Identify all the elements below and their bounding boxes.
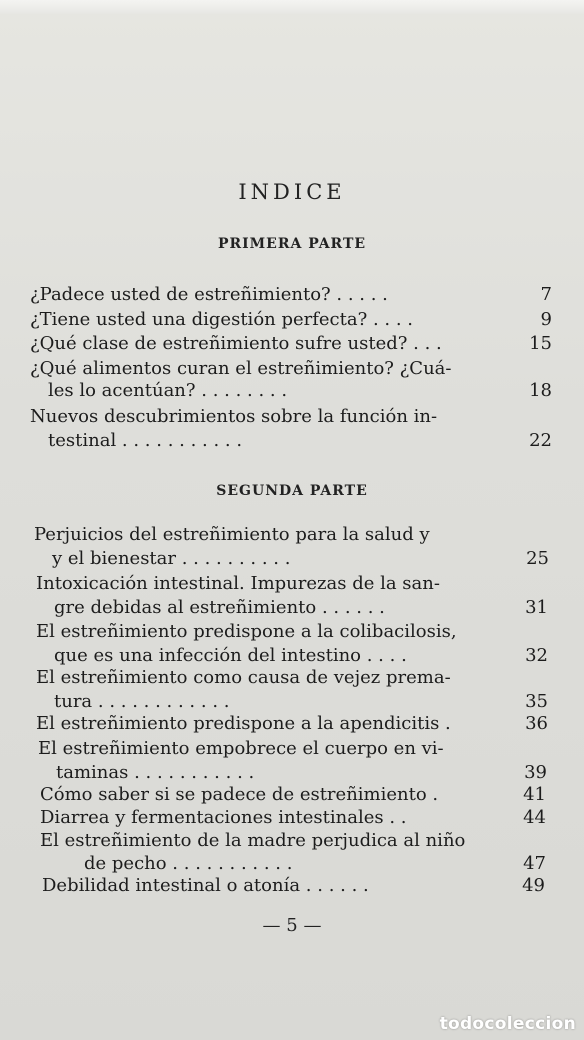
toc-page-number: 25 xyxy=(526,548,549,569)
toc-page-number: 41 xyxy=(523,784,546,805)
toc-entry xyxy=(0,523,584,569)
toc-entry-text-continued: gre debidas al estreñimiento . . . . . . xyxy=(54,597,385,618)
toc-entry-text-continued: taminas . . . . . . . . . . . xyxy=(56,762,255,783)
toc-entry-text: Nuevos descubrimientos sobre la función in- xyxy=(30,406,438,427)
toc-entry-text-continued: que es una infección del intestino . . . . xyxy=(54,645,407,666)
toc-entry-text-continued: de pecho . . . . . . . . . . . xyxy=(84,853,293,874)
toc-entry-text: ¿Qué alimentos curan el estreñimiento? ¿Cuá- xyxy=(30,358,452,379)
toc-entry-text: El estreñimiento como causa de vejez prema- xyxy=(36,667,451,688)
toc-entry-text: ¿Padece usted de estreñimiento? . . . . . xyxy=(30,284,388,305)
toc-entry-text-continued: les lo acentúan? . . . . . . . . xyxy=(48,380,288,401)
toc-page-number: 49 xyxy=(522,875,545,896)
toc-entry-text: El estreñimiento de la madre perjudica al niño xyxy=(40,830,466,851)
toc-entry-text-continued: y el bienestar . . . . . . . . . . xyxy=(52,548,291,569)
toc-entry-text: Diarrea y fermentaciones intestinales . . xyxy=(40,807,407,828)
toc-entry xyxy=(0,666,584,712)
toc-page-number: 35 xyxy=(525,691,548,712)
toc-entry xyxy=(0,806,584,830)
toc-entry-text: El estreñimiento predispone a la apendicitis . xyxy=(36,713,451,734)
toc-entry-text: El estreñimiento empobrece el cuerpo en vi- xyxy=(38,738,444,759)
toc-page-number: 22 xyxy=(529,430,552,451)
toc-page-number: 15 xyxy=(529,333,552,354)
toc-page-number: 36 xyxy=(525,713,548,734)
toc-entry-text-continued: tura . . . . . . . . . . . . xyxy=(54,691,230,712)
toc-entry xyxy=(0,783,584,807)
toc-entry xyxy=(0,737,584,783)
toc-page-number: 32 xyxy=(525,645,548,666)
toc-entry xyxy=(0,405,584,451)
toc-entry-text: Perjuicios del estreñimiento para la salud y xyxy=(34,524,430,545)
toc-entry-text: El estreñimiento predispone a la colibacilosis, xyxy=(36,621,457,642)
toc-page-number: 9 xyxy=(540,309,552,330)
toc-page-number: 18 xyxy=(529,380,552,401)
part-heading-segunda: SEGUNDA PARTE xyxy=(216,483,368,499)
page-title: INDICE xyxy=(238,180,346,204)
toc-page-number: 39 xyxy=(524,762,547,783)
toc-entry xyxy=(0,572,584,618)
toc-entry xyxy=(0,874,584,898)
toc-page-number: 31 xyxy=(525,597,548,618)
toc-entry-text: Debilidad intestinal o atonía . . . . . . xyxy=(42,875,369,896)
toc-entry xyxy=(0,357,584,401)
toc-entry xyxy=(0,829,584,874)
toc-entry xyxy=(0,712,584,736)
toc-entry xyxy=(0,308,584,332)
toc-page-number: 7 xyxy=(540,284,552,305)
toc-entry-text: ¿Tiene usted una digestión perfecta? . . . . xyxy=(30,309,414,330)
toc-entry-text: ¿Qué clase de estreñimiento sufre usted? . . . xyxy=(30,333,442,354)
toc-page-number: 44 xyxy=(523,807,546,828)
watermark: todocoleccion xyxy=(439,1014,576,1034)
toc-entry-text: Intoxicación intestinal. Impurezas de la san- xyxy=(36,573,440,594)
toc-entry xyxy=(0,283,584,307)
toc-entry xyxy=(0,332,584,356)
page-folio: — 5 — xyxy=(262,915,322,936)
toc-entry-text: Cómo saber si se padece de estreñimiento . xyxy=(40,784,439,805)
toc-entry xyxy=(0,620,584,666)
toc-entry-text-continued: testinal . . . . . . . . . . . xyxy=(48,430,243,451)
part-heading-primera: PRIMERA PARTE xyxy=(217,236,367,252)
toc-page-number: 47 xyxy=(523,853,546,874)
